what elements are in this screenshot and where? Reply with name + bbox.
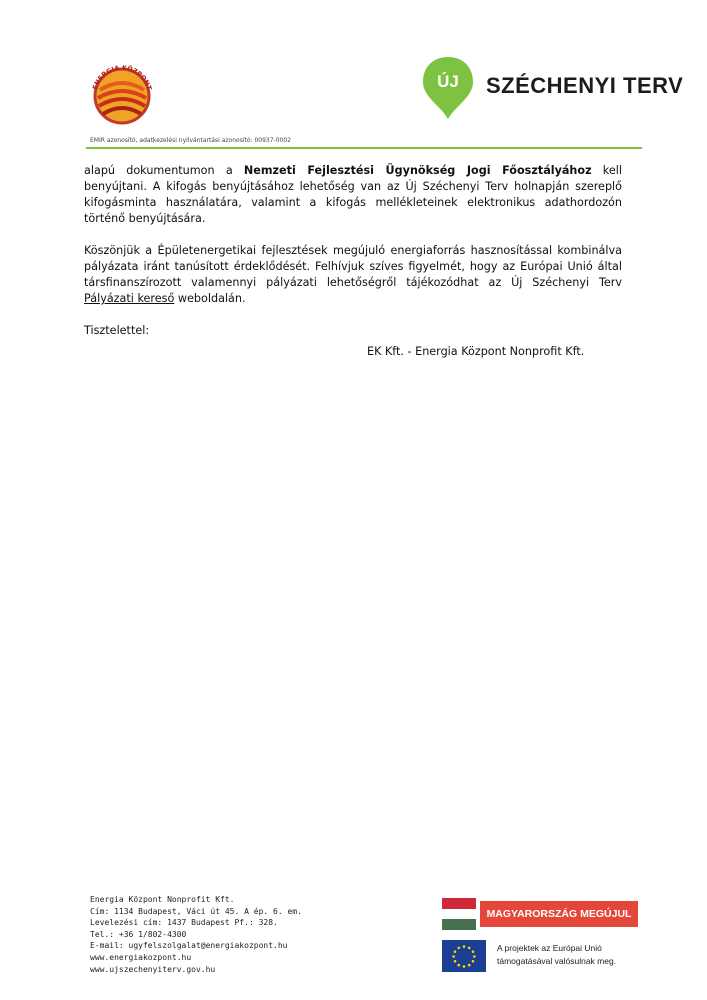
eu-support-text [497, 942, 616, 968]
szt-logo-text: SZÉCHENYI TERV [486, 73, 684, 98]
szt-pin-text: ÚJ [437, 72, 459, 91]
footer-contact [90, 894, 302, 975]
letter-body [84, 163, 622, 355]
eu-line-1: A projektek az Európai Unió [497, 943, 602, 953]
szechenyi-terv-logo [420, 55, 684, 125]
eu-support-logo [442, 940, 652, 974]
closing: Tisztelettel: [84, 324, 150, 337]
ek-logo-text: ENERGIA KÖZPONT [90, 63, 154, 92]
mm-banner-text: MAGYARORSZÁG MEGÚJUL [480, 901, 638, 927]
footer-email[interactable]: E-mail: ugyfelszolgalat@energiakozpont.hu [90, 941, 288, 951]
hungarian-flag-icon [442, 898, 476, 930]
paragraph-objection: alapú dokumentumon a Nemzeti Fejlesztési Ügynökség Jogi Főosztályához kell benyújtani. A kifogás benyújtásához lehetőség van az Új Széchenyi Terv holnapján szereplő kifogásminta használatára, valamint a kifogás mellékleteinek elektronikus adathordozón történő benyújtására. [84, 164, 622, 225]
agency-name: Nemzeti Fejlesztési Ügynökség Jogi Főosztályához [243, 164, 592, 177]
energia-kozpont-logo [86, 60, 158, 132]
signature: EK Kft. - Energia Központ Nonprofit Kft. [367, 345, 585, 358]
footer-address: Cím: 1134 Budapest, Váci út 45. A ép. 6. em. [90, 906, 302, 916]
emir-identifier: EMIR azonosító, adatkezelési nyilvántartási azonosító: 00937-0002 [90, 137, 291, 144]
footer-phone: Tel.: +36 1/802-4300 [90, 929, 187, 939]
footer-website-ek[interactable]: www.energiakozpont.hu [90, 952, 192, 962]
eu-flag-icon [442, 940, 486, 972]
magyarorszag-megujul-logo [442, 898, 638, 932]
footer-company: Energia Központ Nonprofit Kft. [90, 895, 235, 904]
map-pin-icon [420, 55, 476, 121]
palyazati-kereso-link[interactable]: Pályázati kereső [84, 292, 175, 305]
paragraph-thanks: Köszönjük a Épületenergetikai fejlesztések megújuló energiaforrás hasznosítással kombinálva pályázata iránt tanúsított érdeklődését. Felhívjuk szíves figyelmét, hogy az Európai Unió által társfinanszírozott valamennyi pályázati lehetőségről tájékozódhat az Új Széchenyi Terv Pályázati kereső weboldalán. [84, 244, 622, 305]
eu-line-2: támogatásával valósulnak meg. [497, 956, 617, 966]
header-divider [86, 147, 642, 149]
footer-website-szt[interactable]: www.ujszechenyiterv.gov.hu [90, 964, 216, 974]
footer-postal: Levelezési cím: 1437 Budapest Pf.: 328. [90, 918, 278, 928]
